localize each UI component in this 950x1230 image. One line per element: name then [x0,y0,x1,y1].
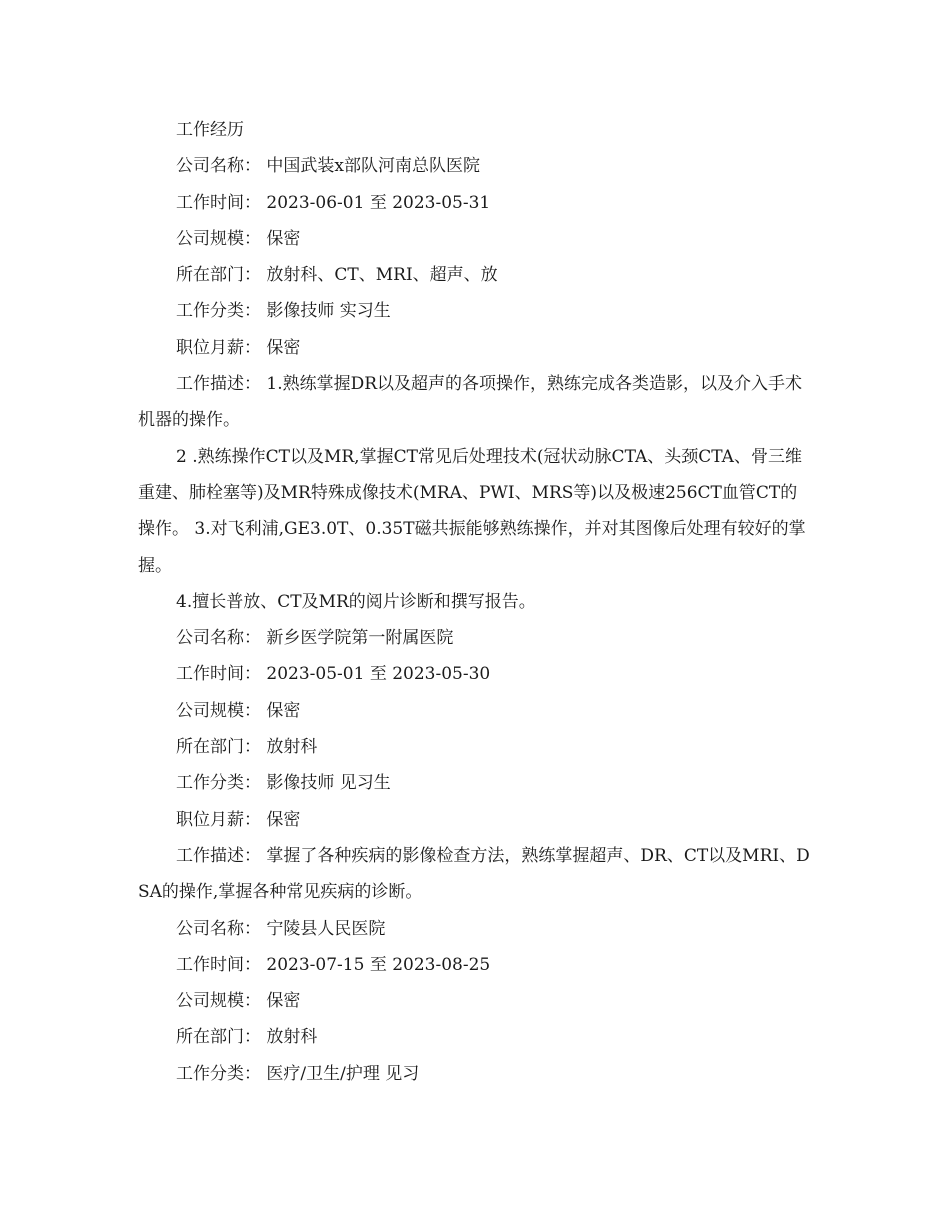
dept-value: 放射科 [266,737,318,758]
company-value: 中国武装x部队河南总队医院 [266,156,480,177]
time-label: 工作时间： [176,192,261,213]
company-row [138,911,810,947]
dept-row [138,729,810,765]
dept-value: 放射科、CT、MRI、超声、放 [266,265,498,286]
salary-row [138,802,810,838]
category-label: 工作分类： [176,301,261,322]
salary-label: 职位月薪： [176,337,261,358]
time-row [138,947,810,983]
dept-row [138,1019,810,1055]
dept-value: 放射科 [266,1027,318,1048]
company-value: 新乡医学院第一附属医院 [266,628,454,649]
salary-row [138,330,810,366]
category-label: 工作分类： [176,773,261,794]
desc-label: 工作描述： [176,374,261,395]
time-value: 2023-07-15 至 2023-08-25 [266,954,491,975]
section-heading: 工作经历 [176,120,244,140]
salary-value: 保密 [266,809,301,830]
category-row [138,293,810,329]
category-value: 影像技师 实习生 [266,301,391,322]
description-paragraph: 4.擅长普放、CT及MR的阅片诊断和撰写报告。 [176,591,536,612]
time-row [138,656,810,692]
dept-label: 所在部门： [176,737,261,758]
description-paragraph: 2 .熟练操作CT以及MR,掌握CT常见后处理技术(冠状动脉CTA、头颈CTA、骨三维重建、肺栓塞等)及MR特殊成像技术(MRA、PWI、MRS等)以及极速256CT血管CT的操作。 3.对飞利浦,GE3.0T、0.35T磁共振能够熟练操作，并对其图像后处理有较好的掌握。 [138,446,806,576]
company-row [138,620,810,656]
time-row [138,185,810,221]
company-row [138,148,810,184]
company-label: 公司名称： [176,918,261,939]
scale-label: 公司规模： [176,700,261,721]
scale-value: 保密 [266,991,301,1012]
salary-label: 职位月薪： [176,809,261,830]
dept-label: 所在部门： [176,265,261,286]
desc-label: 工作描述： [176,845,261,866]
desc-text: 1.熟练掌握DR以及超声的各项操作，熟练完成各类造影，以及介入手术机器的操作。 [138,374,803,431]
category-value: 影像技师 见习生 [266,773,391,794]
scale-row [138,983,810,1019]
dept-row [138,257,810,293]
company-value: 宁陵县人民医院 [266,918,386,939]
dept-label: 所在部门： [176,1027,261,1048]
description-paragraph [138,838,810,911]
scale-label: 公司规模： [176,991,261,1012]
job-entry-3 [138,911,810,1092]
category-row [138,1056,810,1092]
time-label: 工作时间： [176,954,261,975]
salary-value: 保密 [266,337,301,358]
desc-text: 掌握了各种疾病的影像检查方法，熟练掌握超声、DR、CT以及MRI、DSA的操作,掌握各种常见疾病的诊断。 [138,845,810,903]
time-label: 工作时间： [176,664,261,685]
company-label: 公司名称： [176,156,261,177]
scale-row [138,693,810,729]
category-value: 医疗/卫生/护理 见习 [266,1063,420,1084]
scale-value: 保密 [266,228,301,249]
job-entry-2 [138,620,810,910]
scale-label: 公司规模： [176,228,261,249]
job-entry-1 [138,148,810,620]
company-label: 公司名称： [176,628,261,649]
time-value: 2023-06-01 至 2023-05-31 [266,192,491,213]
scale-row [138,221,810,257]
time-value: 2023-05-01 至 2023-05-30 [266,664,491,685]
category-row [138,765,810,801]
scale-value: 保密 [266,700,301,721]
category-label: 工作分类： [176,1063,261,1084]
description-paragraph [138,366,810,439]
document-page [138,112,810,1092]
